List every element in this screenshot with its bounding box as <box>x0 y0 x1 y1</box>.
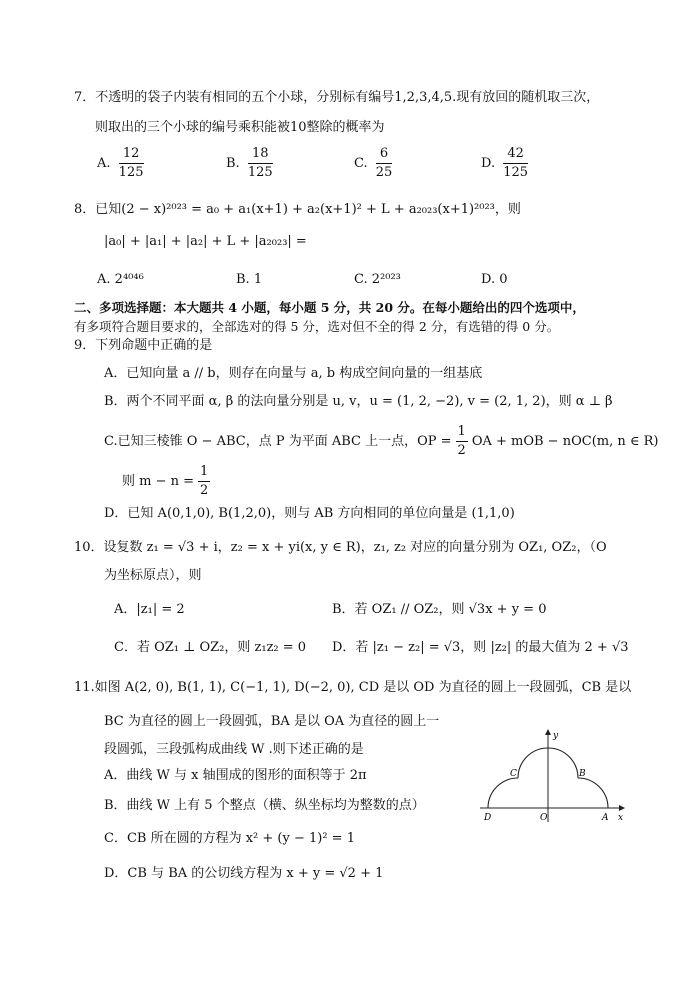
q8-option-b[interactable]: B. 1 <box>236 272 263 287</box>
q10-stem: 10．设复数 z₁ = √3 + i，z₂ = x + yi(x, y ∈ R)，z₁, z₂ 对应的向量分别为 OZ₁, OZ₂，（O <box>74 540 607 555</box>
label-o: O <box>540 813 548 823</box>
q11-stem-2: BC 为直径的圆上一段圆弧，BA 是以 OA 为直径的圆上一 <box>104 714 440 729</box>
label-y: y <box>553 731 559 741</box>
q10-stem-2: 为坐标原点），则 <box>104 568 202 583</box>
q8-option-d[interactable]: D. 0 <box>481 272 508 287</box>
q11-option-b[interactable]: B．曲线 W 上有 5 个整点（横、纵坐标均为整数的点） <box>104 798 425 813</box>
q11-figure <box>478 724 628 824</box>
q8-option-a[interactable]: A. 2⁴⁰⁴⁶ <box>97 272 144 287</box>
q7-option-a[interactable]: A. $\frac{12}{125}$ <box>97 146 144 180</box>
label-c: C <box>510 769 517 779</box>
q11-option-a[interactable]: A．曲线 W 与 x 轴围成的图形的面积等于 2π <box>104 768 367 783</box>
q7-stem-2: 则取出的三个小球的编号乘积能被10整除的概率为 <box>95 120 385 135</box>
q7-option-c[interactable]: C. $\frac{6}{25}$ <box>354 146 393 180</box>
q9-option-a[interactable]: A．已知向量 a // b，则存在向量与 a, b 构成空间向量的一组基底 <box>104 366 483 381</box>
q7-option-a-fraction: $\frac{12}{125}$ <box>118 146 144 180</box>
q7-option-d-fraction: $\frac{42}{125}$ <box>503 146 529 180</box>
label-d: D <box>484 813 492 823</box>
q8-stem-2: |a₀| + |a₁| + |a₂| + L + |a₂₀₂₃| = <box>104 234 307 249</box>
arc-ba <box>578 778 608 808</box>
q11-option-c[interactable]: C．CB 所在圆的方程为 x² + (y − 1)² = 1 <box>104 831 355 846</box>
label-x: x <box>618 813 624 823</box>
section2-line1: 二、多项选择题：本大题共 4 小题，每小题 5 分，共 20 分。在每小题给出的四个选项中， <box>74 300 585 315</box>
q7-option-b[interactable]: B. $\frac{18}{125}$ <box>226 146 273 180</box>
label-a: A <box>602 813 609 823</box>
q8-option-c[interactable]: C. 2²⁰²³ <box>354 272 401 287</box>
label-b: B <box>579 769 586 779</box>
q11-stem: 11.如图 A(2, 0), B(1, 1), C(−1, 1), D(−2, 0), CD 是以 OD 为直径的圆上一段圆弧，CB 是以 <box>74 680 632 695</box>
q11-option-d[interactable]: D．CB 与 BA 的公切线方程为 x + y = √2 + 1 <box>104 866 384 881</box>
q9-stem: 9．下列命题中正确的是 <box>74 338 213 353</box>
arc-cd <box>488 778 518 808</box>
q10-option-d[interactable]: D．若 |z₁ − z₂| = √3，则 |z₂| 的最大值为 2 + √3 <box>332 640 629 655</box>
q10-option-b[interactable]: B．若 OZ₁ // OZ₂，则 √3x + y = 0 <box>332 602 547 617</box>
q7-option-b-fraction: $\frac{18}{125}$ <box>247 146 273 180</box>
q7-stem: 7．不透明的袋子内装有相同的五个小球，分别标有编号1,2,3,4,5.现有放回的随机取三次， <box>74 90 600 105</box>
q10-option-c[interactable]: C．若 OZ₁ ⊥ OZ₂，则 z₁z₂ = 0 <box>114 640 307 655</box>
q7-option-c-fraction: $\frac{6}{25}$ <box>375 146 393 180</box>
q9-option-c[interactable]: C.已知三棱锥 O − ABC，点 P 为平面 ABC 上一点，OP = $\frac{1}{2}$ OA + mOB − nOC(m, n ∈ R) <box>104 424 659 458</box>
q7-option-d[interactable]: D. $\frac{42}{125}$ <box>481 146 529 180</box>
q8-stem: 8．已知(2 − x)²⁰²³ = a₀ + a₁(x+1) + a₂(x+1)² + L + a₂₀₂₃(x+1)²⁰²³，则 <box>74 202 521 217</box>
q9-option-d[interactable]: D．已知 A(0,1,0), B(1,2,0)，则与 AB 方向相同的单位向量是 (1,1,0) <box>104 506 515 521</box>
q9-option-b[interactable]: B．两个不同平面 α, β 的法向量分别是 u, v，u = (1, 2, −2), v = (2, 1, 2)，则 α ⊥ β <box>104 394 613 409</box>
q11-stem-3: 段圆弧，三段弧构成曲线 W .则下述正确的是 <box>104 742 364 757</box>
q9-c2-fraction: $\frac{1}{2}$ <box>200 464 209 498</box>
q9-option-c-cont: 则 m − n = $\frac{1}{2}$ <box>122 464 209 498</box>
q10-option-a[interactable]: A．|z₁| = 2 <box>114 602 185 617</box>
q9-c-fraction: $\frac{1}{2}$ <box>457 424 466 458</box>
section2-line2: 有多项符合题目要求的，全部选对的得 5 分，选对但不全的得 2 分，有选错的得 0 分。 <box>74 319 560 334</box>
